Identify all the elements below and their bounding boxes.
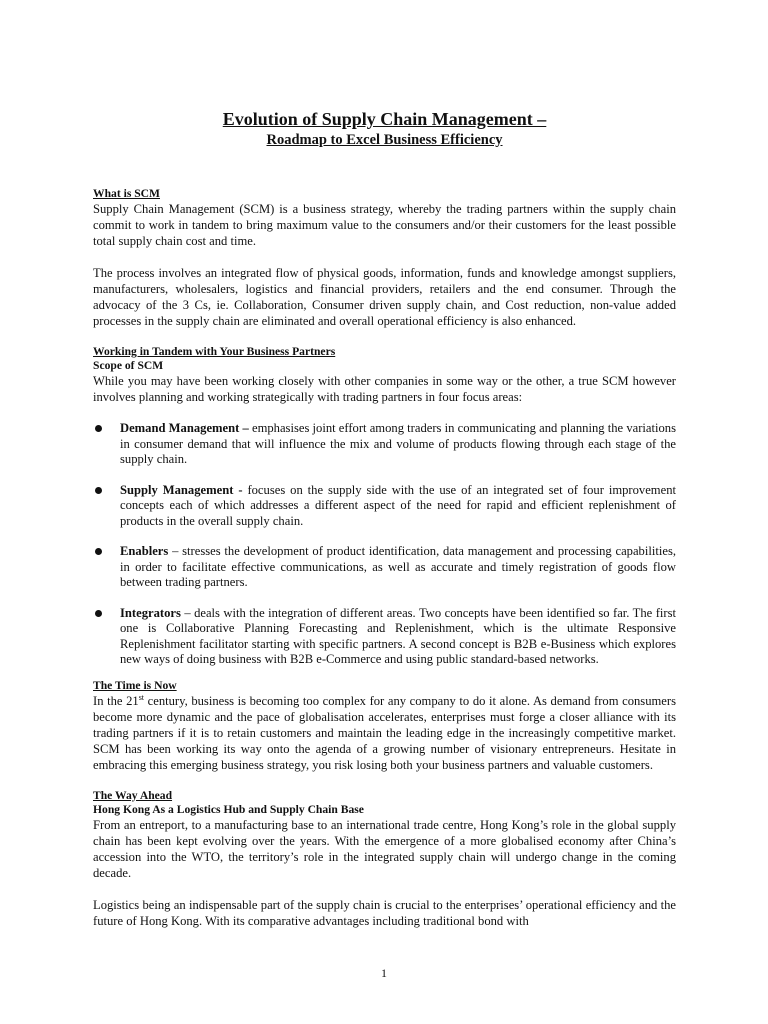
subheading-hong-kong-hub: Hong Kong As a Logistics Hub and Supply Chain Base bbox=[93, 802, 364, 816]
spacer bbox=[93, 773, 676, 789]
bullet-text: focuses on the supply side with the use of an integrated set of four improvement concepts each of which addresses a different aspect of the need for rapid and efficient replenishment of products in the overall supply chain. bbox=[120, 482, 676, 528]
paragraph-scm-process: The process involves an integrated flow of physical goods, information, funds and knowledge amongst suppliers, manufacturers, wholesalers, logistics and financial providers, retailers and the end consumer. Through the advocacy of the 3 Cs, ie. Collaboration, Consumer driven supply chain, and Cost reduction, non-value added processes in the supply chain are eliminated and overall operational efficiency is also enhanced. bbox=[93, 266, 676, 328]
bullet-text: – deals with the integration of different areas. Two concepts have been identified so far. The first one is Collaborative Planning Forecasting and Replenishment, which is the ultimate Responsive Replenishment facilitator starting with specific partners. A second concept is B2B e-Business which explores new ways of doing business with B2B e-Commerce and using public standard-based networks. bbox=[120, 605, 676, 666]
bullet-term: Supply Management - bbox=[120, 482, 243, 497]
list-item-demand-management bbox=[93, 421, 676, 468]
bullet-text: – stresses the development of product identification, data management and processing capabilities, in order to facilitate effective communications, as well as accurate and timely registration of goods flow between trading partners. bbox=[120, 544, 676, 589]
list-item-integrators bbox=[93, 606, 676, 668]
section-heading-what-is-scm: What is SCM bbox=[93, 187, 160, 200]
paragraph-time-is-now bbox=[93, 693, 676, 773]
subheading-scope-of-scm: Scope of SCM bbox=[93, 359, 164, 372]
paragraph-scope-intro: While you may have been working closely with other companies in some way or the other, a true SCM however involves planning and working strategically with trading partners in four focus areas: bbox=[93, 374, 676, 404]
spacer bbox=[93, 149, 676, 187]
list-item-supply-management bbox=[93, 483, 676, 530]
paragraph-hong-kong-role: From an entreport, to a manufacturing base to an international trade centre, Hong Kong’s role in the global supply chain has been kept evolving over the years. With the emergence of a more globalised economy after China’s accession into the WTO, the territory’s role in the integrated supply chain will undergo change in the coming decade. bbox=[93, 817, 676, 880]
bullet-text: emphasises joint effort among traders in communicating and planning the variations in consumer demand that will influence the mix and volume of products flowing through each stage of the supply chain. bbox=[120, 421, 676, 466]
spacer bbox=[93, 249, 676, 265]
focus-areas-list bbox=[93, 421, 676, 668]
bullet-icon bbox=[95, 548, 102, 555]
document-subtitle: Roadmap to Excel Business Efficiency bbox=[266, 132, 503, 148]
list-item-enablers bbox=[93, 544, 676, 591]
page-number: 1 bbox=[381, 966, 387, 980]
paragraph-scm-definition: Supply Chain Management (SCM) is a business strategy, whereby the trading partners within the supply chain commit to work in tandem to bring maximum value to the consumers and/or their customers for the least possible total supply chain cost and time. bbox=[93, 202, 676, 248]
bullet-term: Enablers bbox=[120, 544, 169, 558]
paragraph-lead: In the 21 bbox=[93, 693, 139, 708]
bullet-icon bbox=[95, 610, 102, 617]
spacer bbox=[93, 329, 676, 345]
section-heading-working-in-tandem: Working in Tandem with Your Business Partners bbox=[93, 345, 336, 358]
spacer bbox=[93, 405, 676, 421]
ordinal-suffix: st bbox=[138, 692, 145, 702]
section-heading-time-is-now: The Time is Now bbox=[93, 678, 177, 692]
spacer bbox=[93, 881, 676, 897]
paragraph-rest: century, business is becoming too complex for any company to do it alone. As demand from consumers become more dynamic and the pace of globalisation accelerates, enterprises must forge a closer alliance with its trading partners if it is to retain customers and maintain the leading edge in the increasingly competitive market. SCM has been working its way onto the agenda of a growing number of visionary entrepreneurs. Hesitate in embracing this emerging business strategy, you risk losing both your business partners and valuable customers. bbox=[93, 693, 676, 772]
bullet-icon bbox=[95, 487, 102, 494]
bullet-icon bbox=[95, 425, 102, 432]
paragraph-logistics: Logistics being an indispensable part of the supply chain is crucial to the enterprises’ operational efficiency and the future of Hong Kong. With its comparative advantages including traditional bond with bbox=[93, 897, 676, 928]
document-title: Evolution of Supply Chain Management – bbox=[222, 109, 547, 129]
bullet-term: Demand Management – bbox=[120, 421, 249, 435]
section-heading-way-ahead: The Way Ahead bbox=[93, 788, 173, 802]
bullet-term: Integrators bbox=[120, 605, 181, 620]
